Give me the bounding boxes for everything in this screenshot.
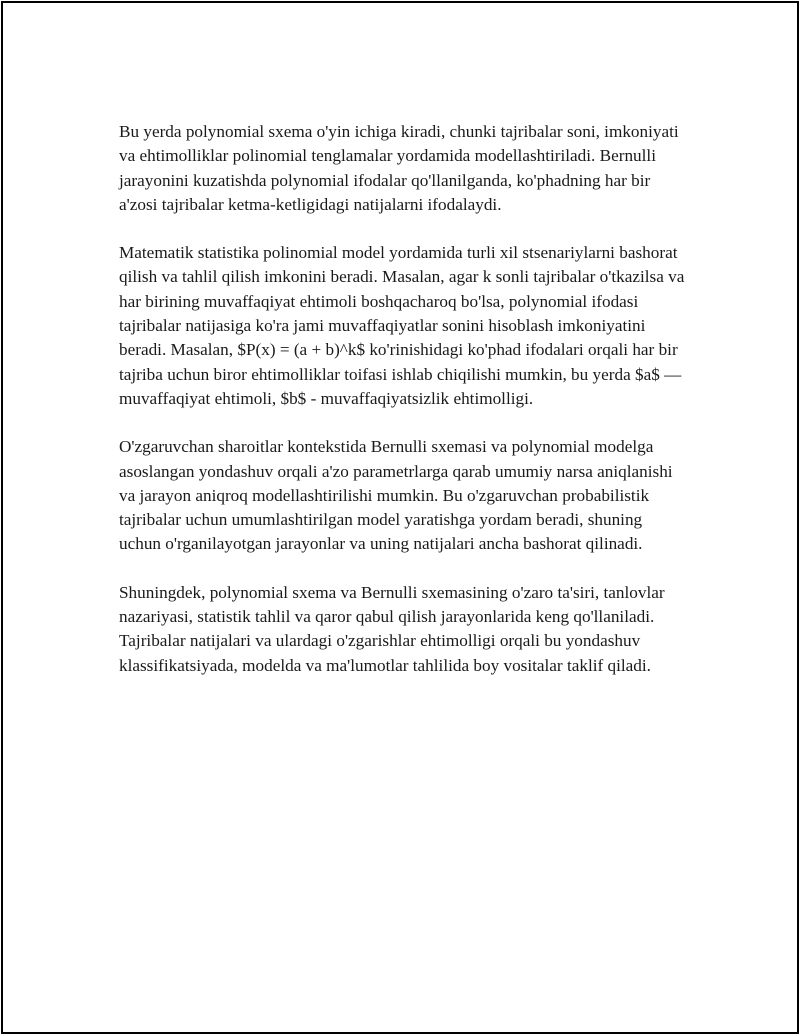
document-body: [119, 120, 687, 702]
paragraph-2: Matematik statistika polinomial model yordamida turli xil stsenariylarni bashorat qilish va tahlil qilish imkonini beradi. Masalan, agar k sonli tajribalar o'tkazilsa va har birining muvaffaqiyat ehtimoli boshqacharoq bo'lsa, polynomial ifodasi tajribalar natijasiga ko'ra jami muvaffaqiyatlar sonini hisoblash imkoniyatini beradi. Masalan, $P(x) = (a + b)^k$ ko'rinishidagi ko'phad ifodalari orqali har bir tajriba uchun biror ehtimolliklar toifasi ishlab chiqilishi mumkin, bu yerda $a$ — muvaffaqiyat ehtimoli, $b$ - muvaffaqiyatsizlik ehtimolligi.: [119, 243, 685, 408]
paragraph-1: Bu yerda polynomial sxema o'yin ichiga kiradi, chunki tajribalar soni, imkoniyati va ehtimolliklar polinomial tenglamalar yordamida modellashtiriladi. Bernulli jarayonini kuzatishda polynomial ifodalar qo'llanilganda, ko'phadning har bir a'zosi tajribalar ketma-ketligidagi natijalarni ifodalaydi.: [119, 122, 679, 214]
paragraph-4: Shuningdek, polynomial sxema va Bernulli sxemasining o'zaro ta'siri, tanlovlar nazariyasi, statistik tahlil va qaror qabul qilish jarayonlarida keng qo'llaniladi. Tajribalar natijalari va ulardagi o'zgarishlar ehtimolligi orqali bu yondashuv klassifikatsiyada, modelda va ma'lumotlar tahlilida boy vositalar taklif qiladi.: [119, 582, 665, 675]
paragraph-3: O'zgaruvchan sharoitlar kontekstida Bernulli sxemasi va polynomial modelga asoslangan yondashuv orqali a'zo parametrlarga qarab umumiy narsa aniqlanishi va jarayon aniqroq modellashtirilishi mumkin. Bu o'zgaruvchan probabilistik tajribalar uchun umumlashtirilgan model yaratishga yordam beradi, shuning uchun o'rganilayotgan jarayonlar va uning natijalari ancha bashorat qilinadi.: [119, 437, 673, 554]
document-page: [1, 1, 799, 1034]
